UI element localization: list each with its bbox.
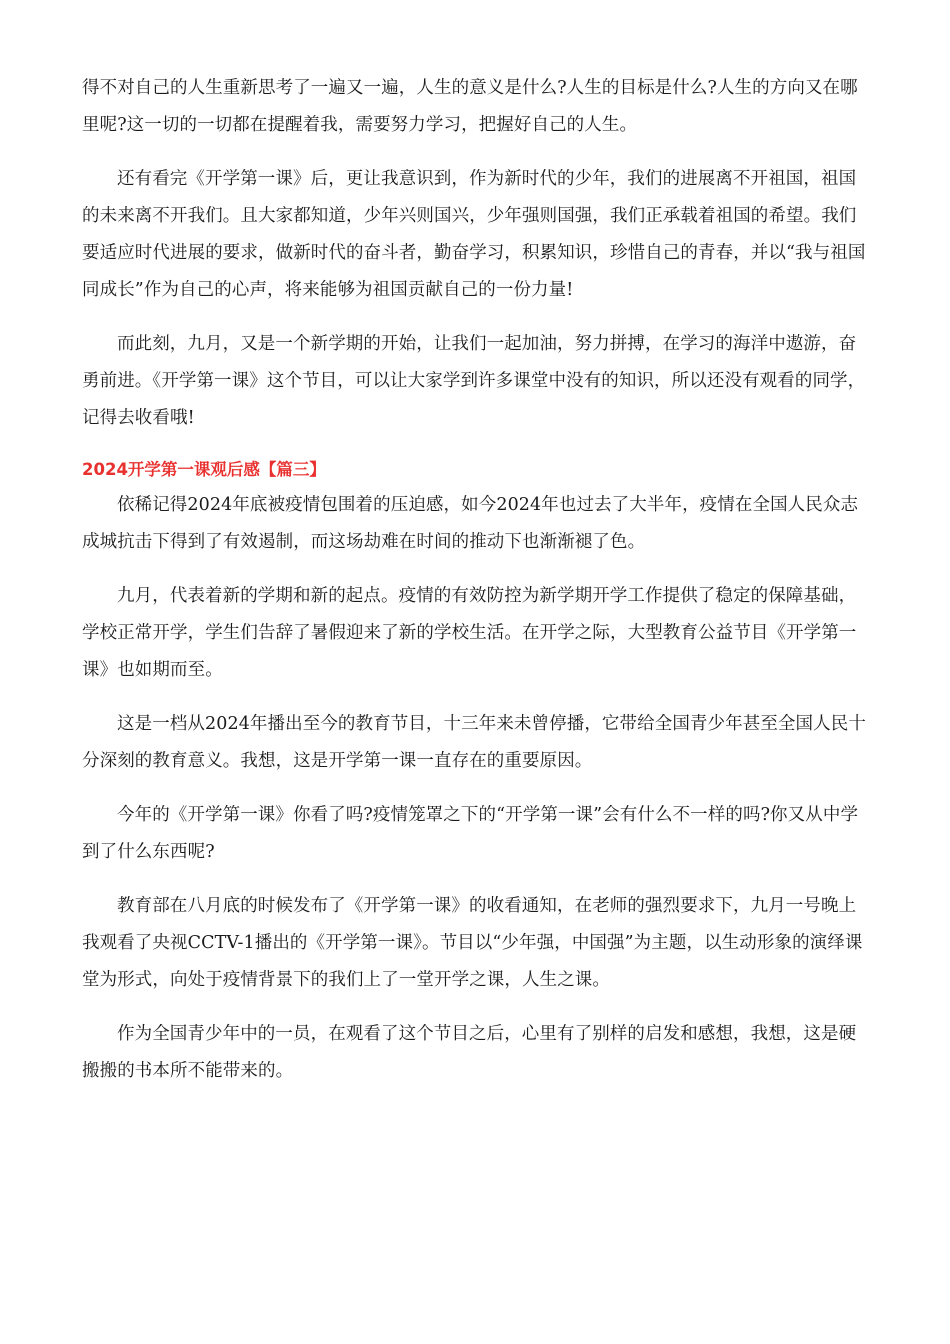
paragraph: 今年的《开学第一课》你看了吗?疫情笼罩之下的“开学第一课”会有什么不一样的吗?你又从中学到了什么东西呢? bbox=[82, 805, 859, 862]
paragraph: 作为全国青少年中的一员，在观看了这个节目之后，心里有了别样的启发和感想，我想，这是硬搬搬的书本所不能带来的。 bbox=[82, 1024, 857, 1081]
paragraph: 这是一档从2024年播出至今的教育节目，十三年来未曾停播，它带给全国青少年甚至全国人民十分深刻的教育意义。我想，这是开学第一课一直存在的重要原因。 bbox=[82, 714, 866, 771]
paragraph: 教育部在八月底的时候发布了《开学第一课》的收看通知，在老师的强烈要求下，九月一号晚上我观看了央视CCTV-1播出的《开学第一课》。节目以“少年强，中国强”为主题，以生动形象的演绎课堂为形式，向处于疫情背景下的我们上了一堂开学之课，人生之课。 bbox=[82, 896, 863, 990]
document-body bbox=[82, 70, 872, 1107]
paragraph: 依稀记得2024年底被疫情包围着的压迫感，如今2024年也过去了大半年，疫情在全国人民众志成城抗击下得到了有效遏制，而这场劫难在时间的推动下也渐渐褪了色。 bbox=[82, 495, 859, 552]
paragraph-continuation: 得不对自己的人生重新思考了一遍又一遍，人生的意义是什么?人生的目标是什么?人生的方向又在哪里呢?这一切的一切都在提醒着我，需要努力学习，把握好自己的人生。 bbox=[82, 78, 858, 135]
paragraph: 九月，代表着新的学期和新的起点。疫情的有效防控为新学期开学工作提供了稳定的保障基础，学校正常开学，学生们告辞了暑假迎来了新的学校生活。在开学之际，大型教育公益节目《开学第一课》也如期而至。 bbox=[82, 586, 857, 680]
paragraph: 还有看完《开学第一课》后，更让我意识到，作为新时代的少年，我们的进展离不开祖国，祖国的未来离不开我们。且大家都知道，少年兴则国兴，少年强则国强，我们正承载着祖国的希望。我们要适应时代进展的要求，做新时代的奋斗者，勤奋学习，积累知识，珍惜自己的青春，并以“我与祖国同成长”作为自己的心声，将来能够为祖国贡献自己的一份力量! bbox=[82, 169, 866, 300]
section-heading: 2024开学第一课观后感【篇三】 bbox=[82, 460, 326, 479]
paragraph: 而此刻，九月，又是一个新学期的开始，让我们一起加油，努力拼搏，在学习的海洋中遨游，奋勇前进。《开学第一课》这个节目，可以让大家学到许多课堂中没有的知识，所以还没有观看的同学，记得去收看哦! bbox=[82, 334, 866, 428]
